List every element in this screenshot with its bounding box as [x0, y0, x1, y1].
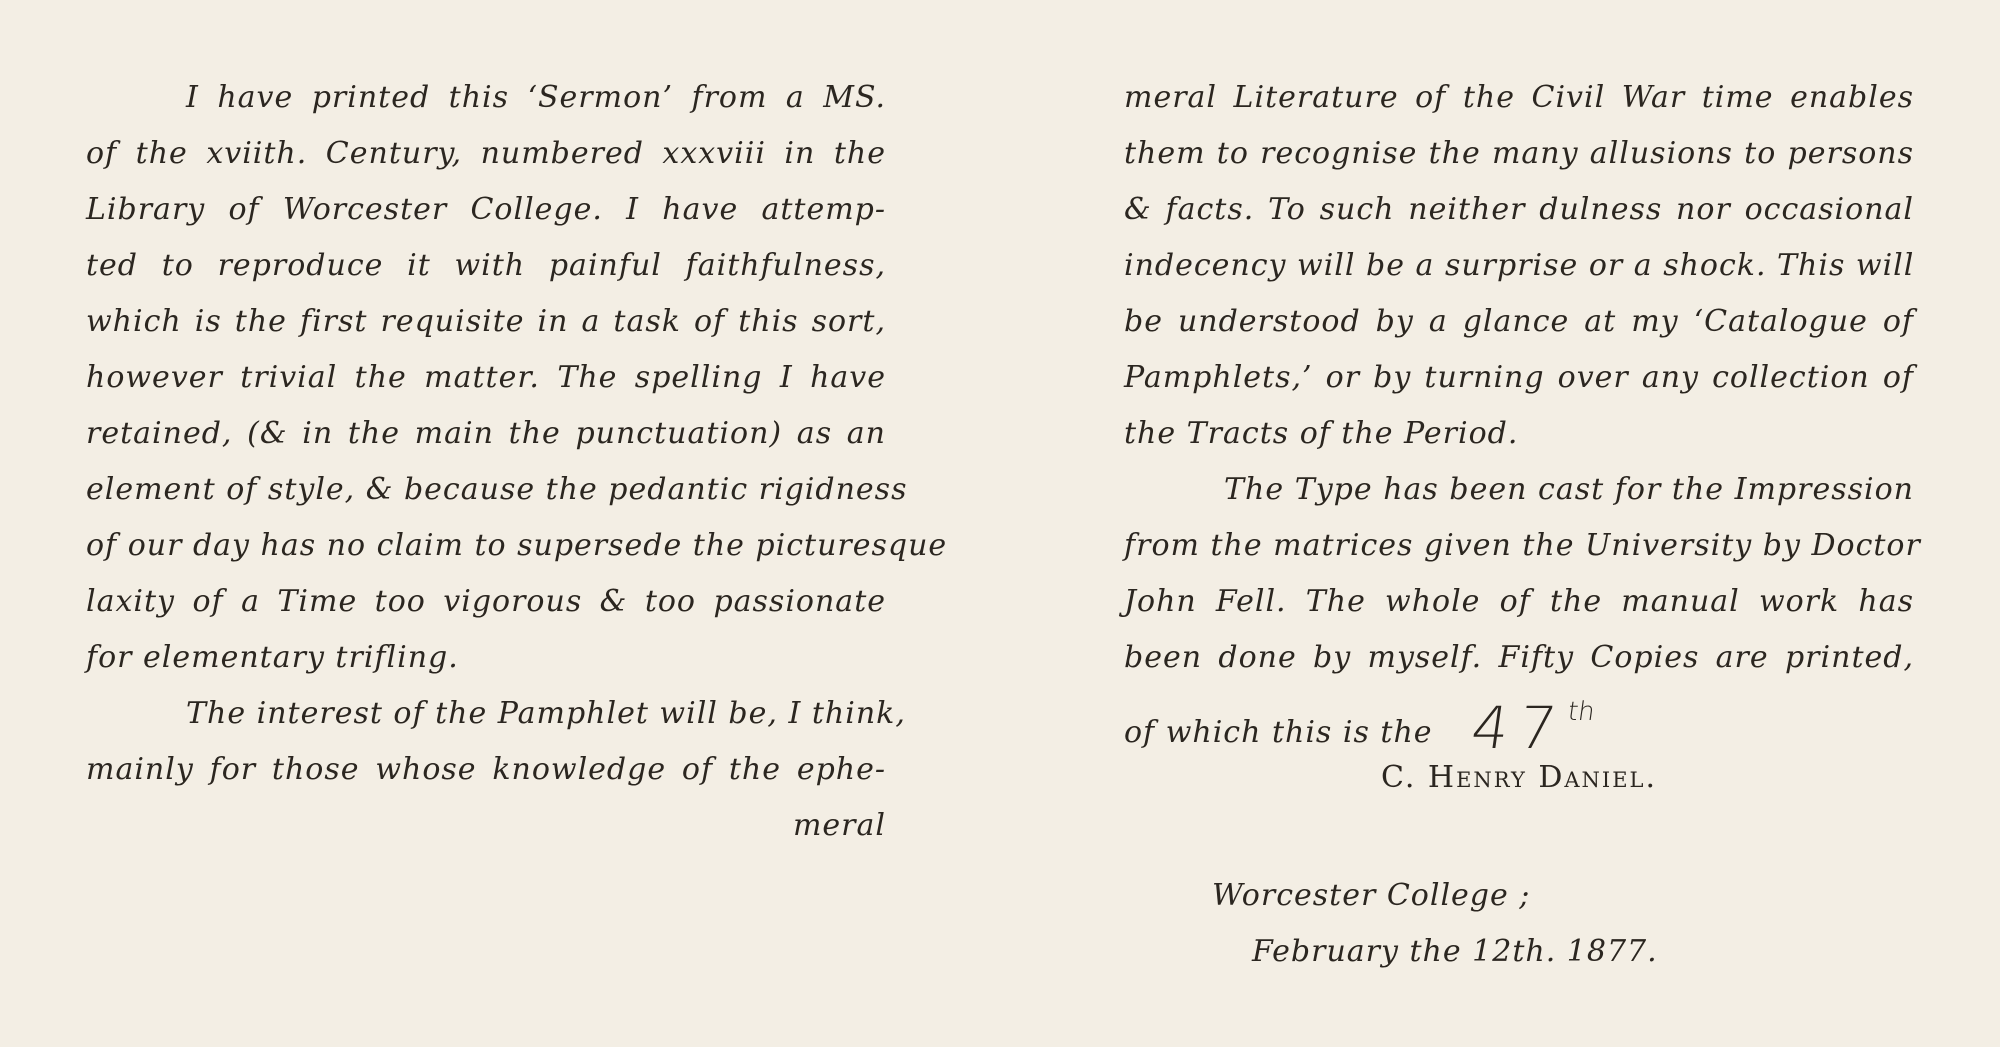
place-block — [1212, 868, 1530, 924]
text-line: meral Literature of the Civil War time enables — [1124, 80, 1914, 115]
copy-number-digits: 47 — [1466, 694, 1570, 762]
text-line: & facts. To such neither dulness nor occasional — [1124, 192, 1914, 227]
left-column — [86, 70, 948, 854]
text-line: Pamphlets,’ or by turning over any collection of — [1124, 360, 1914, 395]
text-line: of which this is the — [1124, 715, 1433, 750]
text-line: be understood by a glance at my ‘Catalogue of — [1124, 304, 1914, 339]
text-line: them to recognise the many allusions to persons — [1124, 136, 1914, 171]
copy-number-suffix: th — [1565, 697, 1597, 727]
text-line: however trivial the matter. The spelling I have — [86, 360, 886, 395]
date-block — [1252, 924, 1658, 980]
place-line: Worcester College ; — [1212, 878, 1531, 913]
text-line: of our day has no claim to supersede the picturesque — [86, 528, 948, 563]
catchword: meral — [792, 808, 886, 843]
text-line: I have printed this ‘Sermon’ from a MS. — [186, 80, 886, 115]
text-line: retained, (& in the main the punctuation) as an — [86, 416, 886, 451]
right-column — [1124, 70, 1921, 806]
handwritten-copy-number — [1466, 692, 1597, 762]
copy-line — [1124, 686, 1914, 762]
text-line: mainly for those whose knowledge of the ephe- — [86, 752, 886, 787]
text-line: which is the first requisite in a task of this sort, — [86, 304, 886, 339]
text-line: laxity of a Time too vigorous & too passionate — [86, 584, 886, 619]
text-line: element of style, & because the pedantic rigidness — [86, 472, 908, 507]
text-line: of the xviith. Century, numbered xxxviii in the — [86, 136, 886, 171]
text-line: for elementary trifling. — [86, 640, 459, 675]
text-line: The Type has been cast for the Impression — [1224, 472, 1914, 507]
text-line: the Tracts of the Period. — [1124, 416, 1519, 451]
text-line: from the matrices given the University by Doctor — [1124, 528, 1921, 563]
signature: C. Henry Daniel. — [1380, 760, 1658, 795]
text-line: John Fell. The whole of the manual work has — [1124, 584, 1914, 619]
text-line: Library of Worcester College. I have attemp- — [86, 192, 886, 227]
text-line: ted to reproduce it with painful faithfulness, — [86, 248, 886, 283]
text-line: The interest of the Pamphlet will be, I think, — [186, 696, 906, 731]
text-line: indecency will be a surprise or a shock. This will — [1124, 248, 1915, 283]
text-line: been done by myself. Fifty Copies are printed, — [1124, 640, 1914, 675]
date-line: February the 12th. 1877. — [1252, 934, 1658, 969]
